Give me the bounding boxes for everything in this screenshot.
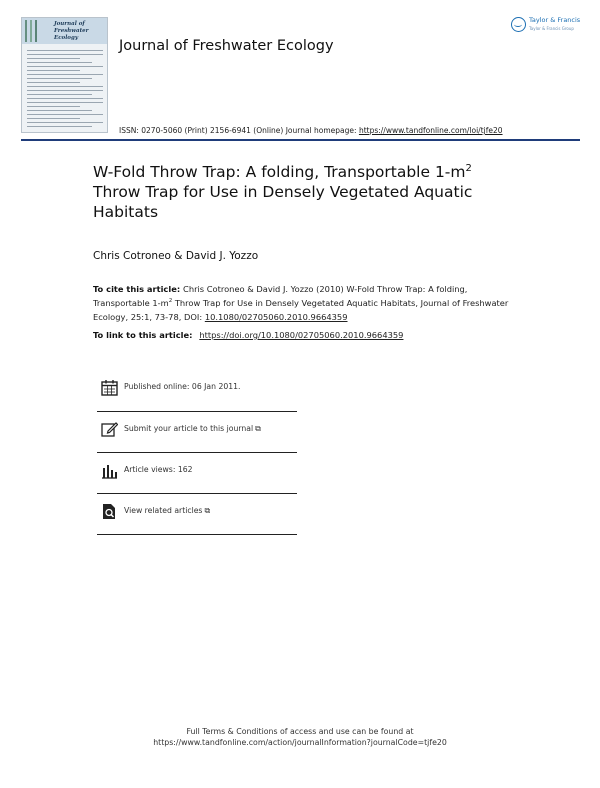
article-title-part1: W-Fold Throw Trap: A folding, Transportable 1-m bbox=[93, 163, 466, 181]
publisher-logo[interactable] bbox=[511, 16, 585, 36]
published-online-row bbox=[97, 369, 297, 409]
citation-text-part2: Throw Trap for Use in Densely Vegetated Aquatic Habitats, Journal of Freshwater Ecology, 25:1, 73-78, DOI: bbox=[93, 298, 509, 322]
article-views-text: Article views: 162 bbox=[124, 465, 193, 474]
cover-contents-lines bbox=[27, 50, 103, 130]
article-title-superscript: 2 bbox=[465, 162, 472, 174]
citation-text-part1: Chris Cotroneo & David J. Yozzo (2010) W-Fold Throw Trap: A folding, Transportable 1-m bbox=[93, 284, 468, 308]
external-link-icon: ⧉ bbox=[255, 424, 261, 433]
citation-superscript: 2 bbox=[168, 298, 173, 305]
calendar-icon bbox=[101, 379, 118, 396]
submit-article-link[interactable] bbox=[124, 424, 261, 434]
citation-label: To cite this article: bbox=[93, 284, 184, 294]
article-title bbox=[93, 162, 513, 222]
citation-doi-link[interactable]: 10.1080/02705060.2010.9664359 bbox=[204, 312, 348, 322]
submit-article-row[interactable] bbox=[97, 411, 297, 451]
edit-icon bbox=[101, 421, 118, 438]
footer-terms-link[interactable]: https://www.tandfonline.com/action/journalInformation?journalCode=tjfe20 bbox=[153, 738, 447, 747]
footer-terms-text: Full Terms & Conditions of access and use can be found at bbox=[186, 727, 414, 736]
publisher-name: Taylor & Francis bbox=[529, 16, 581, 24]
article-link-block bbox=[93, 330, 403, 340]
journal-homepage-link[interactable]: https://www.tandfonline.com/loi/tjfe20 bbox=[358, 126, 503, 135]
bar-chart-icon bbox=[101, 462, 118, 479]
issn-line bbox=[119, 126, 503, 135]
journal-cover-image bbox=[21, 17, 108, 133]
info-divider bbox=[97, 534, 297, 535]
citation-block bbox=[93, 282, 513, 324]
header-divider bbox=[21, 139, 580, 141]
related-articles-link[interactable] bbox=[124, 506, 210, 516]
article-views-row bbox=[97, 452, 297, 492]
article-link-label: To link to this article: bbox=[93, 330, 196, 340]
publisher-subname: Taylor & Francis Group bbox=[529, 26, 574, 31]
issn-text: ISSN: 0270-5060 (Print) 2156-6941 (Online) Journal homepage: bbox=[119, 126, 359, 135]
external-link-icon: ⧉ bbox=[204, 506, 211, 515]
cover-title: Journal of Freshwater Ecology bbox=[54, 21, 89, 41]
footer bbox=[0, 726, 600, 748]
submit-article-text: Submit your article to this journal bbox=[124, 424, 254, 433]
article-title-part2: Throw Trap for Use in Densely Vegetated Aquatic Habitats bbox=[93, 183, 473, 221]
document-search-icon bbox=[101, 503, 118, 520]
related-articles-text: View related articles bbox=[124, 506, 203, 515]
cover-plant-graphic bbox=[25, 20, 47, 42]
authors: Chris Cotroneo & David J. Yozzo bbox=[93, 250, 259, 262]
published-online-text: Published online: 06 Jan 2011. bbox=[124, 382, 241, 391]
publisher-logo-icon bbox=[511, 17, 526, 32]
related-articles-row[interactable] bbox=[97, 493, 297, 533]
journal-title[interactable]: Journal of Freshwater Ecology bbox=[119, 38, 334, 54]
article-doi-url[interactable]: https://doi.org/10.1080/02705060.2010.9664359 bbox=[199, 330, 404, 340]
